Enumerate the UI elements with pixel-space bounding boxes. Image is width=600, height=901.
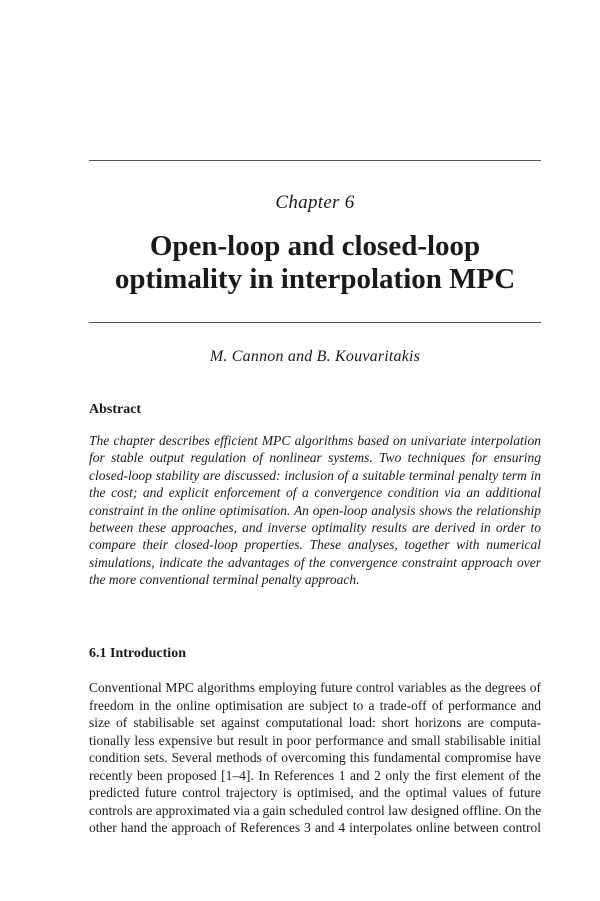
bottom-rule [89, 322, 541, 323]
introduction-line: controls are approximated via a gain scheduled control law designed offline. On the [89, 802, 542, 818]
introduction-line: freedom in the online optimisation are subject to a trade-off of performance and [89, 697, 541, 713]
abstract-line: between these approaches, and inverse optimality results are derived in order to [89, 520, 541, 536]
abstract-line: the cost; and explicit enforcement of a convergence condition via an additional [89, 485, 541, 501]
introduction-line: predicted future control trajectory is optimised, and the optimal values of future [89, 785, 541, 800]
introduction-line: recently been proposed [1–4]. In References 1 and 2 only the first element of the [89, 767, 541, 783]
abstract-heading: Abstract [89, 402, 142, 417]
top-rule [89, 160, 541, 161]
introduction-line: tionally less expensive but result in poor performance and small stabilisable initial [89, 732, 541, 748]
introduction-line: size of stabilisable set against computational load: short horizons are computa- [89, 715, 541, 730]
chapter-title-line: Open-loop and closed-loop [149, 230, 481, 262]
abstract-line: closed-loop stability are discussed: inclusion of a suitable terminal penalty term in [89, 467, 541, 483]
introduction-line: condition sets. Several methods of overcoming this fundamental compromise have [89, 750, 541, 765]
abstract-line: the more conventional terminal penalty approach. [89, 572, 360, 588]
introduction-heading: 6.1 Introduction [89, 646, 186, 661]
authors: M. Cannon and B. Kouvaritakis [209, 348, 421, 365]
chapter-label: Chapter 6 [275, 192, 355, 213]
abstract-line: for stable output regulation of nonlinear systems. Two techniques for ensuring [89, 450, 541, 466]
chapter-title-line: optimality in interpolation MPC [114, 263, 516, 295]
introduction-line: Conventional MPC algorithms employing future control variables as the degrees of [89, 680, 541, 695]
abstract-body [89, 432, 541, 589]
introduction-body [89, 679, 541, 837]
chapter-title [60, 230, 570, 296]
abstract-line: simulations, indicate the advantages of the convergence constraint approach over [89, 554, 541, 570]
abstract-line: The chapter describes efficient MPC algorithms based on univariate interpolation [89, 433, 541, 448]
abstract-line: compare their closed-loop properties. These analyses, together with numerical [89, 537, 541, 553]
introduction-line: other hand the approach of References 3 and 4 interpolates online between control [89, 820, 541, 835]
abstract-line: constraint in the online optimisation. An open-loop analysis shows the relationship [89, 502, 541, 518]
